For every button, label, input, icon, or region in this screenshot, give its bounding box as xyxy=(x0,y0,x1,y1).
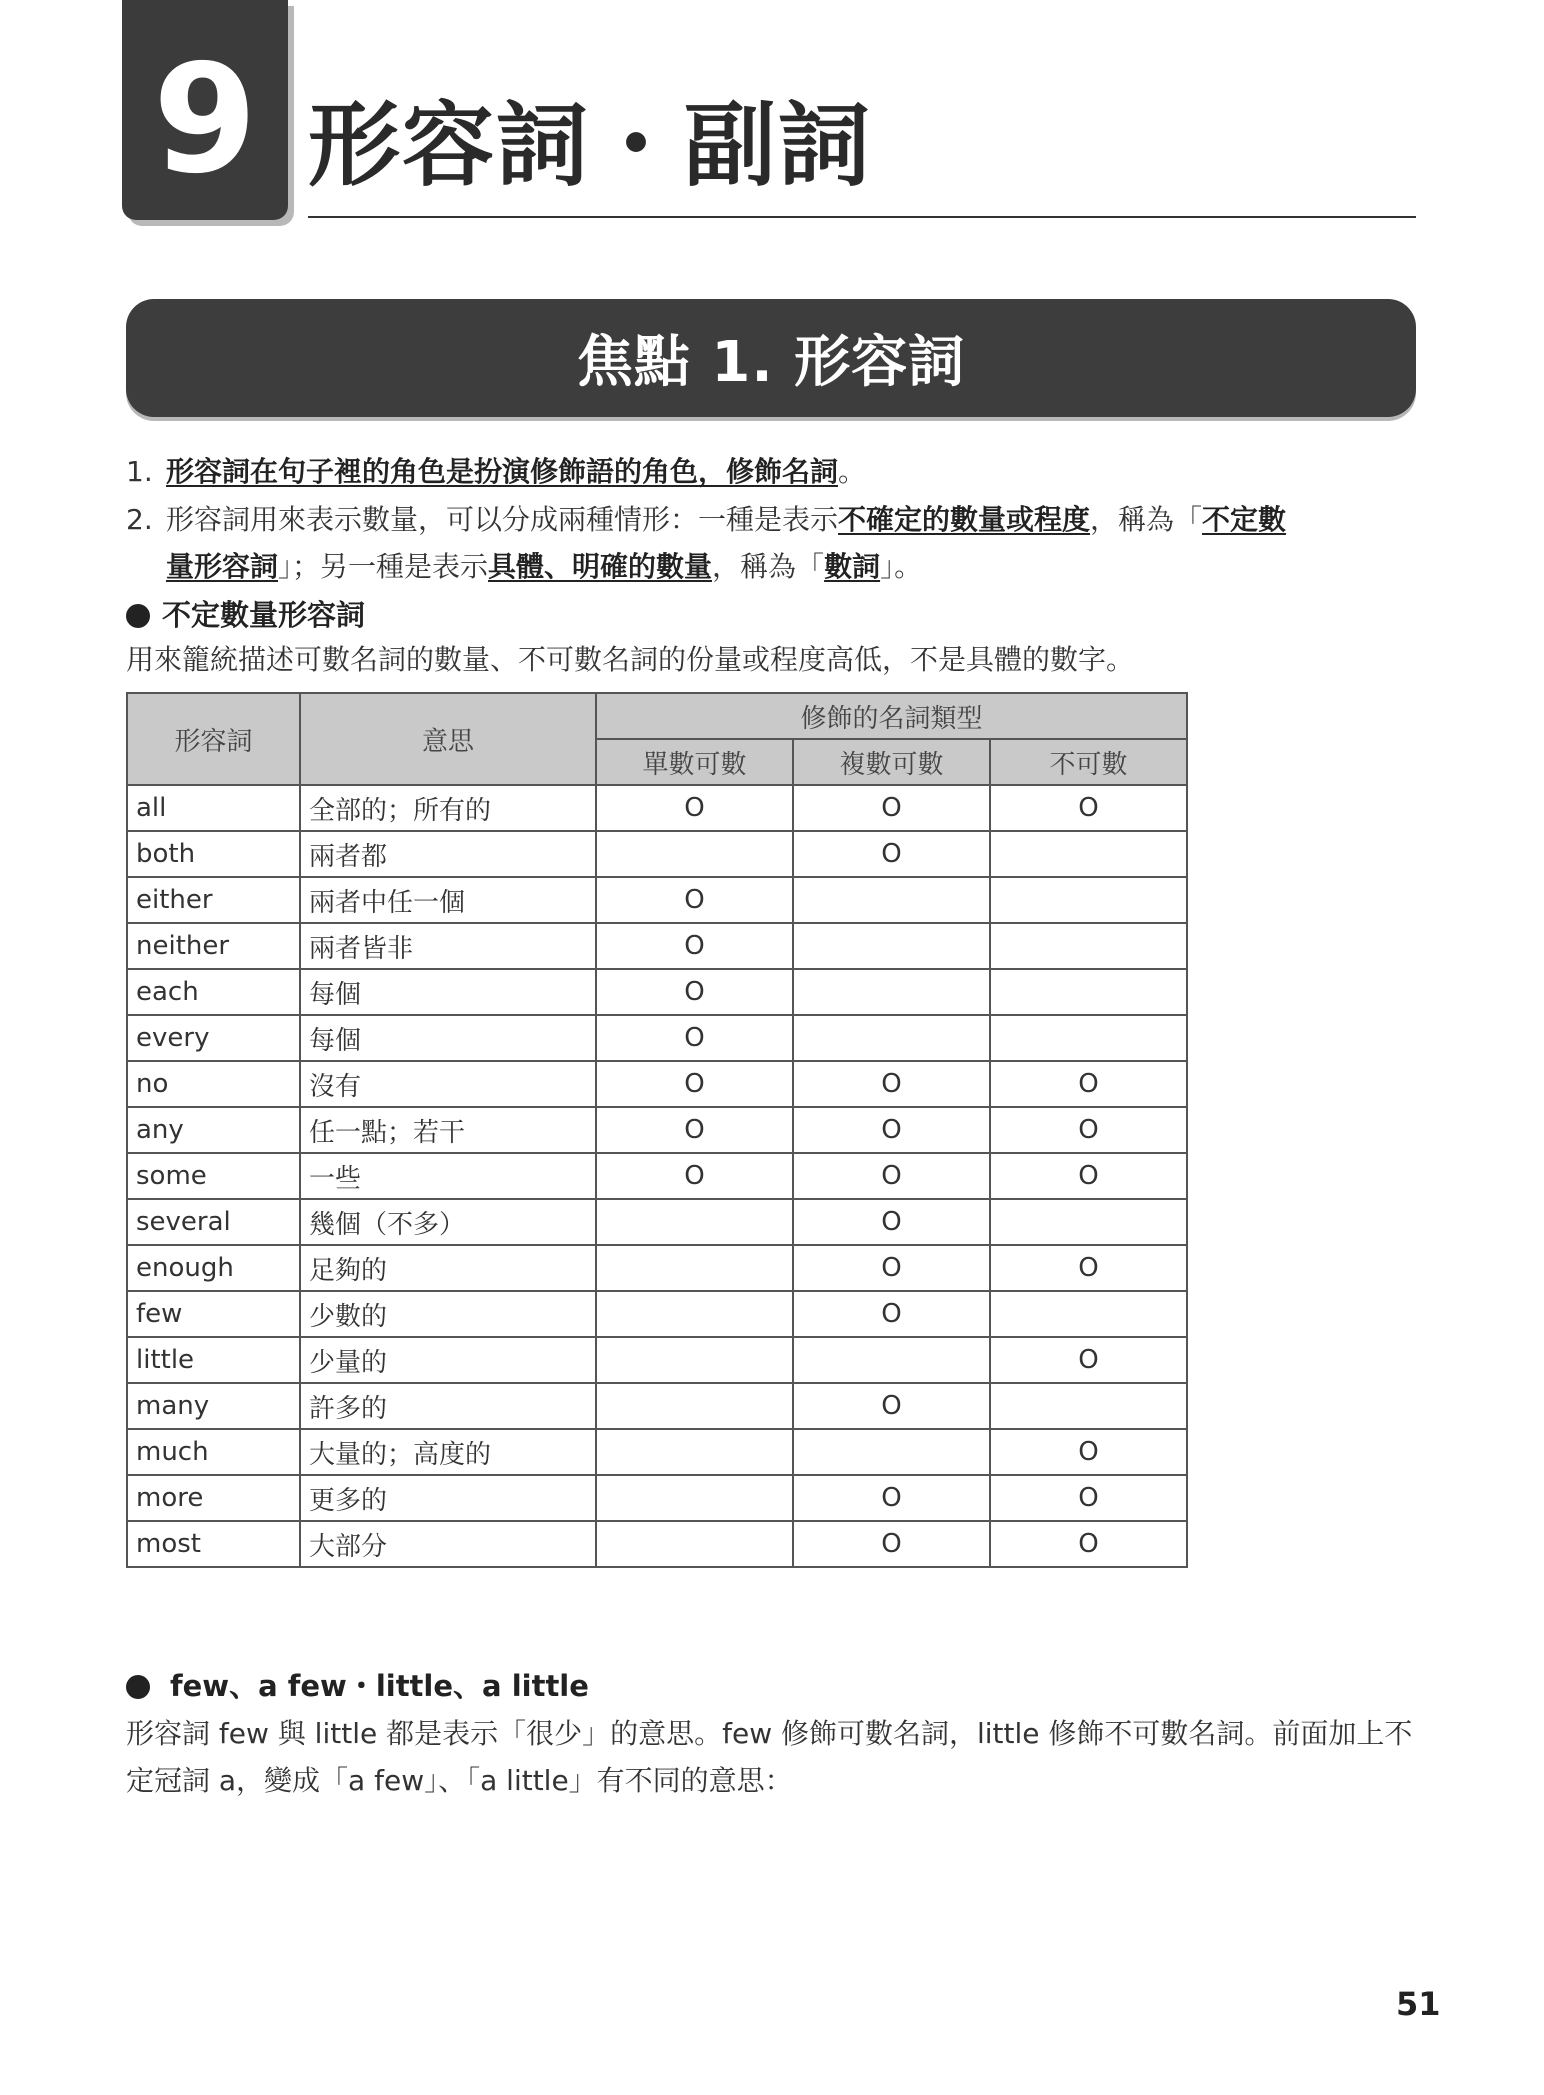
row-plural xyxy=(793,1337,990,1383)
section-heading-few-little xyxy=(126,1666,589,1706)
adjective-table xyxy=(126,692,1188,1568)
row-singular: O xyxy=(596,1061,793,1107)
table-row xyxy=(127,1337,1187,1383)
table-row xyxy=(127,1107,1187,1153)
table-row xyxy=(127,1291,1187,1337)
point-2-text-i: 」。 xyxy=(880,550,923,583)
row-singular: O xyxy=(596,1015,793,1061)
row-meaning: 少量的 xyxy=(300,1337,596,1383)
row-word: neither xyxy=(127,923,300,969)
point-2-bold-d1: 不定數 xyxy=(1202,503,1287,536)
point-1-number: 1. xyxy=(126,455,153,488)
table-row xyxy=(127,785,1187,831)
focus-banner xyxy=(126,299,1416,417)
row-singular: O xyxy=(596,785,793,831)
row-word: each xyxy=(127,969,300,1015)
row-singular xyxy=(596,1429,793,1475)
table-row xyxy=(127,1475,1187,1521)
row-uncountable xyxy=(990,969,1187,1015)
header-singular: 單數可數 xyxy=(596,739,793,785)
row-plural xyxy=(793,877,990,923)
row-word: both xyxy=(127,831,300,877)
row-meaning: 許多的 xyxy=(300,1383,596,1429)
row-plural: O xyxy=(793,1475,990,1521)
row-word: little xyxy=(127,1337,300,1383)
row-word: more xyxy=(127,1475,300,1521)
row-uncountable xyxy=(990,1199,1187,1245)
row-uncountable xyxy=(990,831,1187,877)
row-singular xyxy=(596,1475,793,1521)
point-2-text-a: 形容詞用來表示數量，可以分成兩種情形：一種是表示 xyxy=(166,503,839,536)
row-uncountable: O xyxy=(990,1245,1187,1291)
row-uncountable: O xyxy=(990,785,1187,831)
row-uncountable xyxy=(990,877,1187,923)
row-uncountable: O xyxy=(990,1429,1187,1475)
row-meaning: 少數的 xyxy=(300,1291,596,1337)
row-uncountable: O xyxy=(990,1521,1187,1567)
row-uncountable xyxy=(990,1015,1187,1061)
row-uncountable xyxy=(990,923,1187,969)
row-meaning: 每個 xyxy=(300,969,596,1015)
row-uncountable: O xyxy=(990,1061,1187,1107)
table-row xyxy=(127,877,1187,923)
row-plural: O xyxy=(793,831,990,877)
table-row xyxy=(127,1061,1187,1107)
point-1-end: 。 xyxy=(838,455,867,488)
table-row xyxy=(127,1245,1187,1291)
point-2-number: 2. xyxy=(126,503,153,536)
point-2-bold-b: 不確定的數量或程度 xyxy=(838,503,1091,536)
point-2-text-g: ，稱為「 xyxy=(712,550,825,583)
row-word: few xyxy=(127,1291,300,1337)
row-plural: O xyxy=(793,1521,990,1567)
row-singular: O xyxy=(596,1153,793,1199)
table-row xyxy=(127,1199,1187,1245)
row-singular: O xyxy=(596,877,793,923)
row-uncountable xyxy=(990,1291,1187,1337)
row-word: most xyxy=(127,1521,300,1567)
chapter-title: 形容詞・副詞 xyxy=(308,92,873,199)
table-row xyxy=(127,1383,1187,1429)
section-heading-indefinite xyxy=(126,595,365,635)
row-uncountable: O xyxy=(990,1153,1187,1199)
row-meaning: 更多的 xyxy=(300,1475,596,1521)
focus-title: 焦點 1. 形容詞 xyxy=(576,330,966,395)
point-1 xyxy=(126,448,1416,495)
row-meaning: 幾個（不多） xyxy=(300,1199,596,1245)
row-word: all xyxy=(127,785,300,831)
row-plural: O xyxy=(793,1383,990,1429)
row-plural xyxy=(793,923,990,969)
row-uncountable: O xyxy=(990,1107,1187,1153)
table-row xyxy=(127,1429,1187,1475)
row-uncountable: O xyxy=(990,1337,1187,1383)
chapter-number-box xyxy=(122,0,288,220)
row-meaning: 兩者皆非 xyxy=(300,923,596,969)
row-singular xyxy=(596,1199,793,1245)
row-meaning: 每個 xyxy=(300,1015,596,1061)
section-1-heading-text: 不定數量形容詞 xyxy=(162,598,366,632)
row-plural xyxy=(793,1015,990,1061)
row-plural xyxy=(793,1429,990,1475)
row-meaning: 兩者都 xyxy=(300,831,596,877)
row-singular xyxy=(596,831,793,877)
row-singular: O xyxy=(596,1107,793,1153)
table-body xyxy=(127,785,1187,1567)
table-row xyxy=(127,1153,1187,1199)
point-2 xyxy=(126,496,1416,590)
row-meaning: 全部的；所有的 xyxy=(300,785,596,831)
title-divider xyxy=(308,216,1416,218)
row-plural: O xyxy=(793,1107,990,1153)
row-word: several xyxy=(127,1199,300,1245)
row-word: many xyxy=(127,1383,300,1429)
row-meaning: 大量的；高度的 xyxy=(300,1429,596,1475)
row-singular: O xyxy=(596,969,793,1015)
row-plural: O xyxy=(793,1199,990,1245)
point-2-bold-h: 數詞 xyxy=(824,550,881,583)
header-adjective: 形容詞 xyxy=(127,693,300,785)
row-singular xyxy=(596,1291,793,1337)
section-2-description: 形容詞 few 與 little 都是表示「很少」的意思。few 修飾可數名詞，little 修飾不可數名詞。前面加上不定冠詞 a，變成「a few」、「a little」有不同的意思： xyxy=(126,1717,1413,1797)
row-word: every xyxy=(127,1015,300,1061)
row-plural: O xyxy=(793,1291,990,1337)
row-uncountable xyxy=(990,1383,1187,1429)
point-2-text-e: 」；另一種是表示 xyxy=(278,550,489,583)
row-word: enough xyxy=(127,1245,300,1291)
row-singular xyxy=(596,1337,793,1383)
row-plural: O xyxy=(793,785,990,831)
table-row xyxy=(127,969,1187,1015)
row-meaning: 一些 xyxy=(300,1153,596,1199)
point-1-bold: 形容詞在句子裡的角色是扮演修飾語的角色，修飾名詞 xyxy=(166,455,839,488)
row-singular: O xyxy=(596,923,793,969)
row-singular xyxy=(596,1245,793,1291)
row-singular xyxy=(596,1521,793,1567)
row-plural: O xyxy=(793,1245,990,1291)
table-row xyxy=(127,1015,1187,1061)
header-plural: 複數可數 xyxy=(793,739,990,785)
header-meaning: 意思 xyxy=(300,693,596,785)
row-word: no xyxy=(127,1061,300,1107)
row-word: some xyxy=(127,1153,300,1199)
point-2-bold-d2: 量形容詞 xyxy=(166,550,279,583)
row-plural: O xyxy=(793,1061,990,1107)
row-word: any xyxy=(127,1107,300,1153)
section-2-heading-text: few、a few・little、a little xyxy=(170,1669,589,1703)
bullet-dot-icon xyxy=(126,1675,150,1699)
table-row xyxy=(127,923,1187,969)
row-meaning: 大部分 xyxy=(300,1521,596,1567)
point-2-bold-f: 具體、明確的數量 xyxy=(488,550,713,583)
row-meaning: 沒有 xyxy=(300,1061,596,1107)
table-row xyxy=(127,831,1187,877)
page-number: 51 xyxy=(1396,1985,1441,2023)
row-singular xyxy=(596,1383,793,1429)
table-row xyxy=(127,1521,1187,1567)
chapter-number: 9 xyxy=(152,33,258,207)
row-uncountable: O xyxy=(990,1475,1187,1521)
row-word: much xyxy=(127,1429,300,1475)
header-noun-type: 修飾的名詞類型 xyxy=(596,693,1187,739)
row-meaning: 任一點；若干 xyxy=(300,1107,596,1153)
bullet-dot-icon xyxy=(126,604,150,628)
header-uncountable: 不可數 xyxy=(990,739,1187,785)
point-2-text-c: ，稱為「 xyxy=(1090,503,1203,536)
row-word: either xyxy=(127,877,300,923)
row-plural: O xyxy=(793,1153,990,1199)
section-1-description: 用來籠統描述可數名詞的數量、不可數名詞的份量或程度高低，不是具體的數字。 xyxy=(126,643,1135,676)
row-plural xyxy=(793,969,990,1015)
row-meaning: 兩者中任一個 xyxy=(300,877,596,923)
row-meaning: 足夠的 xyxy=(300,1245,596,1291)
